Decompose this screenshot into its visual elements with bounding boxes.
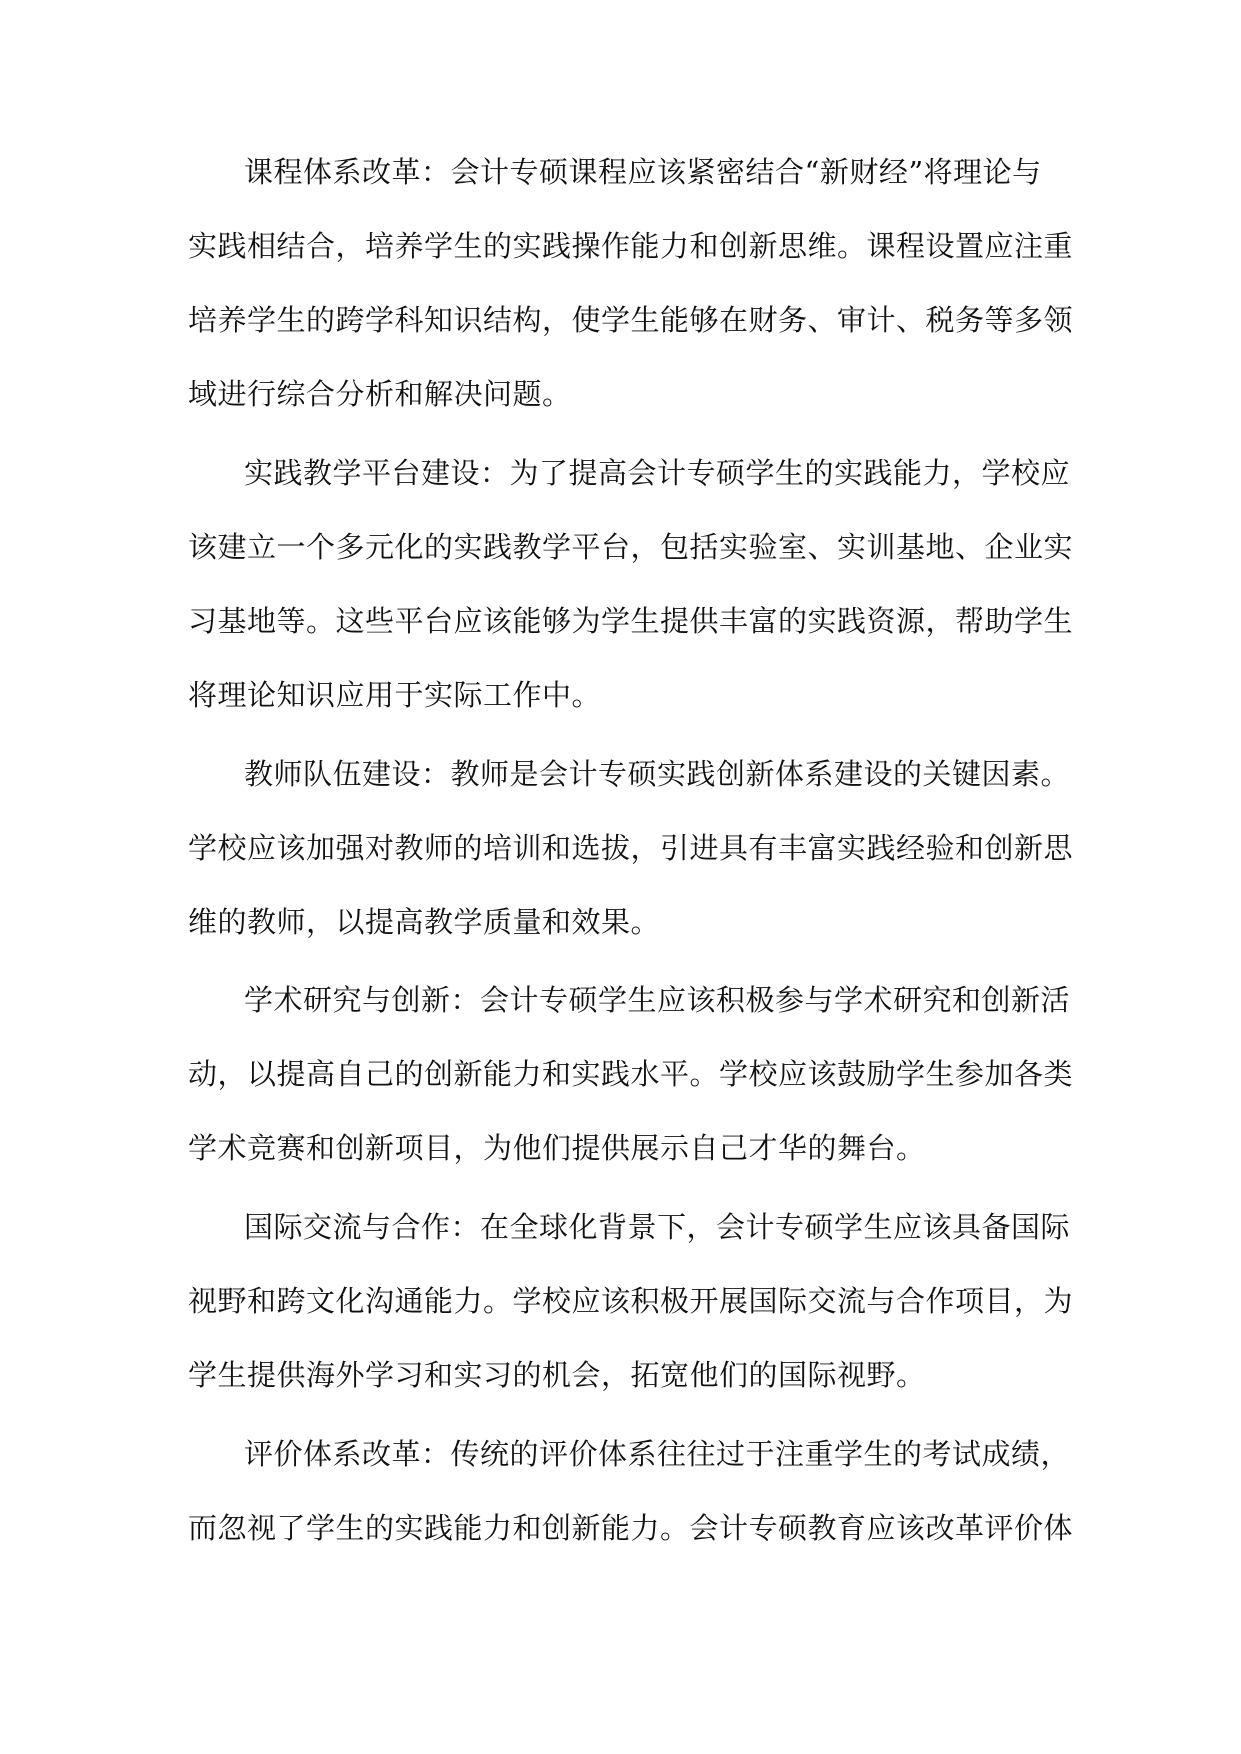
paragraph-line: 实践教学平台建设：为了提高会计专硕学生的实践能力，学校应 bbox=[244, 456, 1071, 490]
paragraph-line: 教师队伍建设：教师是会计专硕实践创新体系建设的关键因素。 bbox=[244, 757, 1071, 791]
paragraph-line: 该建立一个多元化的实践教学平台，包括实验室、实训基地、企业实 bbox=[188, 530, 1074, 564]
paragraph-line: 将理论知识应用于实际工作中。 bbox=[188, 678, 602, 712]
paragraph-line: 学校应该加强对教师的培训和选拔，引进具有丰富实践经验和创新思 bbox=[188, 831, 1074, 865]
paragraph-line: 课程体系改革：会计专硕课程应该紧密结合“新财经”将理论与 bbox=[244, 155, 1042, 189]
paragraph-line: 评价体系改革：传统的评价体系往往过于注重学生的考试成绩， bbox=[244, 1437, 1071, 1471]
paragraph-line: 域进行综合分析和解决问题。 bbox=[188, 377, 572, 411]
paragraph-line: 动，以提高自己的创新能力和实践水平。学校应该鼓励学生参加各类 bbox=[188, 1057, 1074, 1091]
paragraph-line: 实践相结合，培养学生的实践操作能力和创新思维。课程设置应注重 bbox=[188, 229, 1074, 263]
paragraph-line: 培养学生的跨学科知识结构，使学生能够在财务、审计、税务等多领 bbox=[188, 303, 1074, 337]
paragraph-line: 国际交流与合作：在全球化背景下，会计专硕学生应该具备国际 bbox=[244, 1210, 1071, 1244]
paragraph-line: 维的教师，以提高教学质量和效果。 bbox=[188, 905, 661, 939]
paragraph-line: 习基地等。这些平台应该能够为学生提供丰富的实践资源，帮助学生 bbox=[188, 604, 1074, 638]
paragraph-line: 而忽视了学生的实践能力和创新能力。会计专硕教育应该改革评价体 bbox=[188, 1511, 1074, 1545]
paragraph-line: 视野和跨文化沟通能力。学校应该积极开展国际交流与合作项目，为 bbox=[188, 1284, 1074, 1318]
paragraph-line: 学术研究与创新：会计专硕学生应该积极参与学术研究和创新活 bbox=[244, 983, 1071, 1017]
paragraph-line: 学生提供海外学习和实习的机会，拓宽他们的国际视野。 bbox=[188, 1358, 926, 1392]
paragraph-line: 学术竞赛和创新项目，为他们提供展示自己才华的舞台。 bbox=[188, 1131, 926, 1165]
